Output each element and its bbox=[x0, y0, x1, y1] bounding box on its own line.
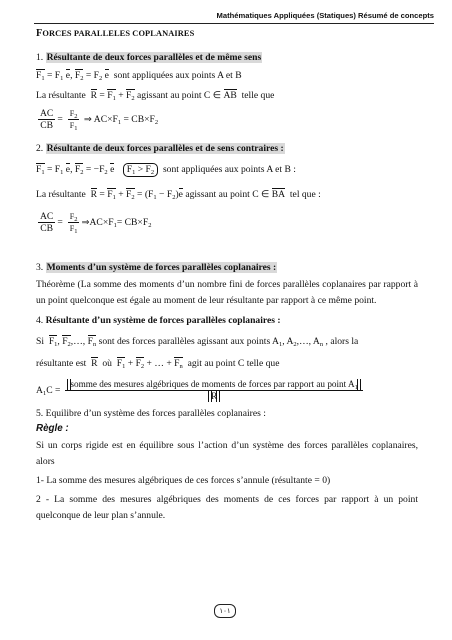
section-4-formula: $A_1C$ = somme des mesures algébriques de moments de forces par rapport au point $A_1$ R bbox=[36, 379, 418, 402]
section-4-heading: 4. Résultante d’un système de forces parallèles coplanaires : bbox=[36, 315, 281, 326]
section-5-rule-2: 2 - La somme des mesures algébriques des moments de ces forces par rapport à un point quelconque de leur plan s’annule. bbox=[36, 494, 418, 521]
document-title: FORCES PARALLELES COPLANAIRES bbox=[36, 28, 195, 39]
section-1-ratio: $\frac{AC}{CB}$ = $\frac{F_2}{F_1}$ ⇒ $AC\times F_1 = CB\times F_2$ bbox=[40, 108, 159, 132]
section-1-heading: 1. Résultante de deux forces parallèles et de même sens bbox=[36, 52, 262, 63]
section-3-theorem: Théorème (La somme des moments d’un nombre fini de forces parallèles coplanaires par rapport à un point quelconque est égale au moment de leur résultante par rapport à ce même point. bbox=[36, 279, 418, 306]
section-1-resultant: La résultante $R = F_1 + F_2$ agissant au point C ∈ AB telle que bbox=[36, 90, 275, 102]
section-4-line-2: résultante est R où $F_1 + F_2$ + … + $F_n$ agit au point C telle que bbox=[36, 358, 280, 370]
section-3-heading: 3. Moments d’un système de forces parallèles coplanaires : bbox=[36, 262, 277, 273]
section-2-resultant: La résultante $R = F_1 + F_2 = (F_1 - F_2)e$ agissant au point C ∈ BA tel que : bbox=[36, 189, 321, 201]
regle-label: Règle : bbox=[36, 423, 69, 434]
section-2-heading: 2. Résultante de deux forces parallèles et de sens contraires : bbox=[36, 143, 284, 154]
section-1-given: $F_1 = F_1$ e, $F_2 = F_2$ e sont appliquées aux points A et B bbox=[36, 70, 242, 82]
header-title: Mathématiques Appliquées (Statiques) Résumé de concepts bbox=[216, 11, 434, 20]
section-2-ratio: $\frac{AC}{CB}$ = $\frac{F_2}{F_1}$ $\Rightarrow AC\times F_1= CB\times F_2$ bbox=[40, 211, 152, 235]
section-2-given: $F_1 = F_1$ e, $F_2 = -F_2$ e $F_1 > F_2$ sont appliquées aux points A et B : bbox=[36, 164, 296, 176]
section-5-rule-1: 1- La somme des mesures algébriques de ces forces s’annule (résultante = 0) bbox=[36, 475, 331, 486]
document-body bbox=[36, 24, 418, 524]
page-number: ١٠١ bbox=[214, 604, 236, 618]
section-5-heading: 5. Equilibre d’un système des forces parallèles coplanaires : bbox=[36, 408, 266, 419]
section-4-line-1: Si $F_1$, $F_2,\dots$, $F_n$ sont des forces parallèles agissant aux points $A_1$, $A_2,\dots$, $A_n$ , alors la bbox=[36, 336, 359, 348]
section-5-intro: Si un corps rigide est en équilibre sous l’action d’un système des forces parallèles coplanaires, alors bbox=[36, 440, 418, 467]
